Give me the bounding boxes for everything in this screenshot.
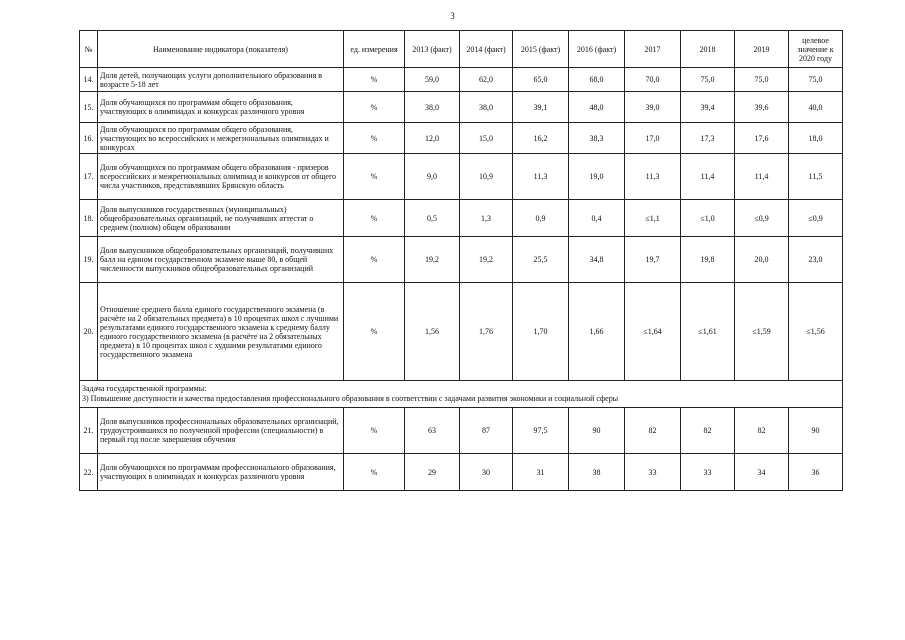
value-cell: ≤0,9 [735,200,789,237]
header-indicator-name: Наименование индикатора (показателя) [98,31,344,68]
value-cell: 19,7 [625,237,681,283]
value-cell: 34,8 [569,237,625,283]
value-cell: 82 [625,408,681,454]
indicator-name: Доля детей, получающих услуги дополнительного образования в возрасте 5-18 лет [98,68,344,92]
header-target-2020: целевое значение к 2020 году [789,31,843,68]
indicator-name: Отношение среднего балла единого государственного экзамена (в расчёте на 2 обязательных предмета) в 10 процентах школ с лучшими результатами единого государственного экзамена к среднему баллу единого государственного экзамена (в расчёте на 2 обязательных предмета) в 10 процентах школ с худшими результатами единого государственного экзамена [98,283,344,381]
header-unit: ед. измерения [344,31,405,68]
value-cell: 36 [789,454,843,491]
value-cell: 11,3 [625,154,681,200]
value-cell: 30 [460,454,513,491]
header-2014: 2014 (факт) [460,31,513,68]
indicator-name: Доля выпускников профессиональных образовательных организаций, трудоустроившихся по полученной профессии (специальности) в первый год после завершения обучения [98,408,344,454]
unit-cell: % [344,123,405,154]
value-cell: 19,8 [681,237,735,283]
value-cell: 17,3 [681,123,735,154]
value-cell: 0,4 [569,200,625,237]
row-number: 14. [80,68,98,92]
unit-cell: % [344,154,405,200]
value-cell: 1,66 [569,283,625,381]
value-cell: 1,3 [460,200,513,237]
value-cell: 59,0 [405,68,460,92]
value-cell: 63 [405,408,460,454]
value-cell: ≤0,9 [789,200,843,237]
row-number: 16. [80,123,98,154]
header-2016: 2016 (факт) [569,31,625,68]
value-cell: 34 [735,454,789,491]
value-cell: 17,0 [625,123,681,154]
table-header-row [80,31,843,68]
value-cell: 39,4 [681,92,735,123]
value-cell: 19,2 [460,237,513,283]
table-row [80,454,843,491]
header-2018: 2018 [681,31,735,68]
value-cell: 38 [569,454,625,491]
value-cell: 38,3 [569,123,625,154]
value-cell: 12,0 [405,123,460,154]
value-cell: 82 [681,408,735,454]
value-cell: 18,0 [789,123,843,154]
indicator-name: Доля выпускников государственных (муниципальных) общеобразовательных организаций, не получивших аттестат о среднем (полном) общем образовании [98,200,344,237]
value-cell: 11,4 [735,154,789,200]
value-cell: 39,0 [625,92,681,123]
value-cell: 11,5 [789,154,843,200]
unit-cell: % [344,283,405,381]
unit-cell: % [344,68,405,92]
value-cell: 31 [513,454,569,491]
value-cell: 38,0 [460,92,513,123]
value-cell: 75,0 [681,68,735,92]
indicator-name: Доля обучающихся по программам общего образования, участвующих в олимпиадах и конкурсах различного уровня [98,92,344,123]
value-cell: 38,0 [405,92,460,123]
value-cell: 97,5 [513,408,569,454]
table-row [80,408,843,454]
value-cell: 70,0 [625,68,681,92]
value-cell: 68,0 [569,68,625,92]
value-cell: 0,5 [405,200,460,237]
value-cell: 19,0 [569,154,625,200]
header-num: № [80,31,98,68]
unit-cell: % [344,200,405,237]
header-2019: 2019 [735,31,789,68]
value-cell: 87 [460,408,513,454]
value-cell: 39,1 [513,92,569,123]
value-cell: 62,0 [460,68,513,92]
value-cell: 0,9 [513,200,569,237]
row-number: 18. [80,200,98,237]
task-row [80,381,843,408]
indicator-name: Доля выпускников общеобразовательных организаций, получивших балл на едином государственном экзамене выше 80, в общей численности выпускников общеобразовательных организаций [98,237,344,283]
task-cell [80,381,843,408]
value-cell: 15,0 [460,123,513,154]
value-cell: 20,0 [735,237,789,283]
value-cell: 25,5 [513,237,569,283]
table-row [80,200,843,237]
row-number: 20. [80,283,98,381]
value-cell: ≤1,61 [681,283,735,381]
row-number: 15. [80,92,98,123]
table-row [80,283,843,381]
value-cell: 1,56 [405,283,460,381]
indicator-name: Доля обучающихся по программам общего образования, участвующих во всероссийских и межрегиональных олимпиадах и конкурсах [98,123,344,154]
row-number: 17. [80,154,98,200]
header-2017: 2017 [625,31,681,68]
row-number: 21. [80,408,98,454]
indicator-name: Доля обучающихся по программам общего образования - призеров всероссийских и межрегиональных олимпиад и конкурсов от общего числа участников, представлявших Брянскую область [98,154,344,200]
indicator-name: Доля обучающихся по программам профессионального образования, участвующих в олимпиадах и конкурсах различного уровня [98,454,344,491]
value-cell: 9,0 [405,154,460,200]
header-2015: 2015 (факт) [513,31,569,68]
table-row [80,123,843,154]
value-cell: 75,0 [735,68,789,92]
value-cell: 90 [789,408,843,454]
value-cell: ≤1,1 [625,200,681,237]
row-number: 19. [80,237,98,283]
value-cell: 11,4 [681,154,735,200]
table-row [80,154,843,200]
value-cell: 90 [569,408,625,454]
page-number: 3 [450,11,455,21]
task-title: Задача государственной программы: [82,384,207,393]
value-cell: 1,76 [460,283,513,381]
value-cell: 39,6 [735,92,789,123]
value-cell: 10,9 [460,154,513,200]
value-cell: 29 [405,454,460,491]
value-cell: 82 [735,408,789,454]
value-cell: 19,2 [405,237,460,283]
task-text: 3) Повышение доступности и качества предоставления профессионального образования в соответствии с задачами развития экономики и социальной сферы [82,394,619,403]
value-cell: 23,0 [789,237,843,283]
value-cell: 40,0 [789,92,843,123]
value-cell: ≤1,0 [681,200,735,237]
value-cell: ≤1,56 [789,283,843,381]
table-row [80,92,843,123]
unit-cell: % [344,454,405,491]
row-number: 22. [80,454,98,491]
header-2013: 2013 (факт) [405,31,460,68]
value-cell: 11,3 [513,154,569,200]
value-cell: 17,6 [735,123,789,154]
value-cell: 1,70 [513,283,569,381]
value-cell: 33 [625,454,681,491]
value-cell: 65,0 [513,68,569,92]
table-row [80,68,843,92]
value-cell: ≤1,64 [625,283,681,381]
value-cell: ≤1,59 [735,283,789,381]
unit-cell: % [344,92,405,123]
value-cell: 16,2 [513,123,569,154]
unit-cell: % [344,237,405,283]
value-cell: 48,0 [569,92,625,123]
value-cell: 75,0 [789,68,843,92]
unit-cell: % [344,408,405,454]
value-cell: 33 [681,454,735,491]
indicators-table [79,30,843,491]
table-row [80,237,843,283]
